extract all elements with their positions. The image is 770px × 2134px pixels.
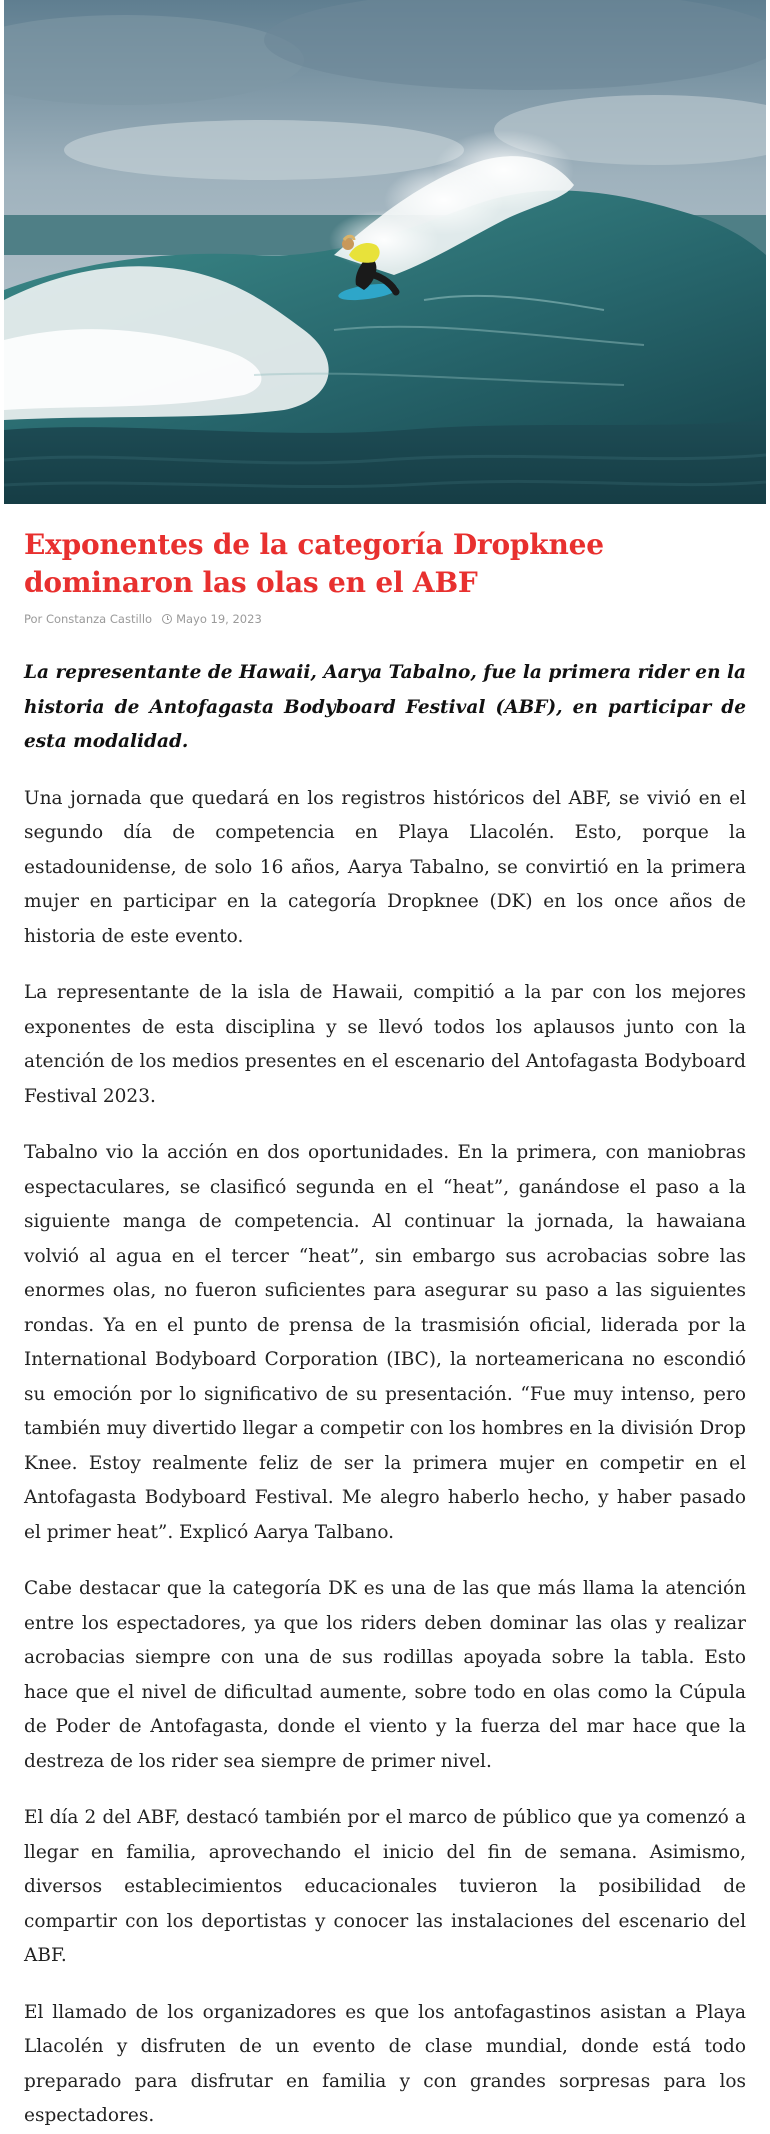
article-author[interactable]: Por Constanza Castillo <box>24 612 153 626</box>
article-meta <box>24 612 746 626</box>
article-paragraph: El llamado de los organizadores es que los antofagastinos asistan a Playa Llacolén y disfruten de un evento de clase mundial, donde está todo preparado para disfrutar en familia y con grandes sorpresas para los espectadores. <box>24 2001 746 2126</box>
article-paragraph: Una jornada que quedará en los registros históricos del ABF, se vivió en el segundo día de competencia en Playa Llacolén. Esto, porque la estadounidense, de solo 16 años, Aarya Tabalno, se convirtió en la primera mujer en participar en la categoría Dropknee (DK) en los once años de historia de este evento. <box>24 787 746 947</box>
article-date: Mayo 19, 2023 <box>176 612 262 626</box>
article-lead: La representante de Hawaii, Aarya Tabalno, fue la primera rider en la historia de Antofagasta Bodyboard Festival (ABF), en participar de esta modalidad. <box>24 662 746 752</box>
article-body <box>0 504 770 2134</box>
article-title[interactable]: Exponentes de la categoría Dropknee dominaron las olas en el ABF <box>24 528 604 599</box>
article-paragraph: El día 2 del ABF, destacó también por el marco de público que ya comenzó a llegar en familia, aprovechando el inicio del fin de semana. Asimismo, diversos establecimientos educacionales tuvieron la posibilidad de compartir con los deportistas y conocer las instalaciones del escenario del ABF. <box>24 1807 746 1966</box>
article-paragraph: La representante de la isla de Hawaii, compitió a la par con los mejores exponentes de esta disciplina y se llevó todos los aplausos junto con la atención de los medios presentes en el escenario del Antofagasta Bodyboard Festival 2023. <box>24 982 746 1107</box>
article-paragraph: Cabe destacar que la categoría DK es una de las que más llama la atención entre los espectadores, ya que los riders deben dominar las olas y realizar acrobacias siempre con una de sus rodillas apoyada sobre la tabla. Esto hace que el nivel de dificultad aumente, sobre todo en olas como la Cúpula de Poder de Antofagasta, donde el viento y la fuerza del mar hace que la destreza de los rider sea siempre de primer nivel. <box>24 1578 746 1772</box>
clock-icon <box>162 614 172 624</box>
hero-image <box>4 0 766 504</box>
surf-photo <box>4 0 766 504</box>
article-paragraph: Tabalno vio la acción en dos oportunidades. En la primera, con maniobras espectaculares, se clasificó segunda en el “heat”, ganándose el paso a la siguiente manga de competencia. Al continuar la jornada, la hawaiana volvió al agua en el tercer “heat”, sin embargo sus acrobacias sobre las enormes olas, no fueron suficientes para asegurar su paso a las siguientes rondas. Ya en el punto de prensa de la trasmisión oficial, liderada por la International Bodyboard Corporation (IBC), la norteamericana no escondió su emoción por lo significativo de su presentación. “Fue muy intenso, pero también muy divertido llegar a competir con los hombres en la división Drop Knee. Estoy realmente feliz de ser la primera mujer en competir en el Antofagasta Bodyboard Festival. Me alegro haberlo hecho, y haber pasado el primer heat”. Explicó Aarya Talbano. <box>24 1142 746 1543</box>
